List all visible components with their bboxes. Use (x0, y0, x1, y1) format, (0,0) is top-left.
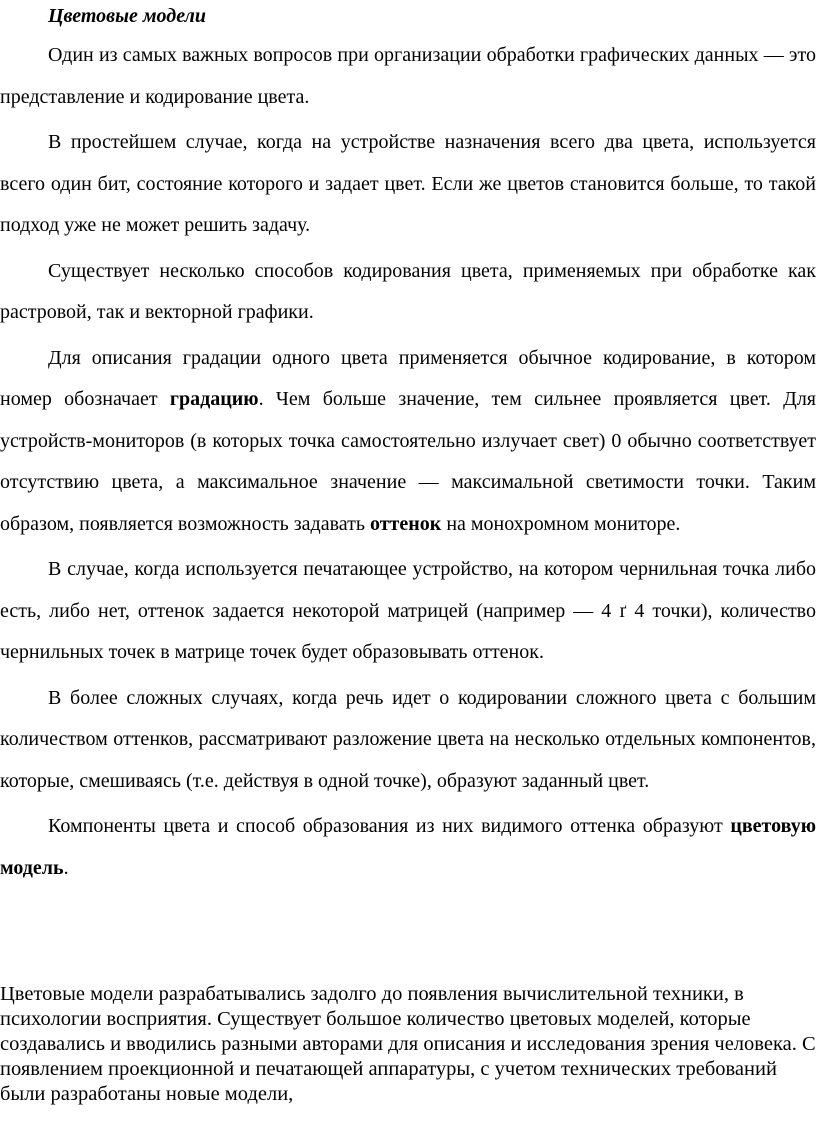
paragraph-2: В простейшем случае, когда на устройстве назначения всего два цвета, используется всего один бит, состояние которого и задает цвет. Если же цветов становится больше, то такой подход уже не может решить задачу. (0, 131, 816, 236)
term-gradation: градацию (169, 388, 259, 410)
paragraph-7-text-a: Компоненты цвета и способ образования из них видимого оттенка образуют (48, 815, 731, 837)
paragraph-7-text-c: . (63, 856, 69, 879)
paragraph-4-text-a: Для описания градации одного цвета применяется обычное кодирование, в котором номер обозначает (0, 346, 816, 410)
paragraph-5: В случае, когда используется печатающее устройство, на котором чернильная точка либо есть, либо нет, оттенок задается некоторой матрицей (например — 4 ґ 4 точки), количество чернильных точек в матрице точек будет образовывать оттенок. (0, 558, 816, 663)
paragraph-4-text-c: . Чем больше значение, тем сильнее проявляется цвет. Для устройств-мониторов (в которых точка самостоятельно излучает свет) 0 обычно соответствует отсутствию цвета, а максимальное значение — максимальной светимости точки. Таким образом, появляется возможность задавать (0, 388, 816, 535)
paragraph-1: Один из самых важных вопросов при организации обработки графических данных — это представление и кодирование цвета. (0, 44, 816, 108)
paragraph-4-text-e: на монохромном мониторе. (441, 512, 681, 535)
document-body (0, 35, 816, 893)
paragraph-4 (0, 338, 816, 546)
paragraph-6: В более сложных случаях, когда речь идет о кодировании сложного цвета с большим количеством оттенков, рассматривают разложение цвета на несколько отдельных компонентов, которые, смешиваясь (т.е. действуя в одной точке), образуют заданный цвет. (0, 686, 816, 792)
term-color-model: цветовую модель (0, 815, 816, 879)
document-title: Цветовые модели (48, 5, 206, 27)
paragraph-8: Цветовые модели разрабатывались задолго до появления вычислительной техники, в психологии восприятия. Существует большое количество цветовых моделей, которые создавались и вводились разными авторами для описания и исследования зрения человека. С появлением проекционной и печатающей аппаратуры, с учетом технических требований были разработаны новые модели, (0, 983, 816, 1105)
paragraph-3: Существует несколько способов кодирования цвета, применяемых при обработке как растровой, так и векторной графики. (0, 259, 816, 323)
paragraph-7 (0, 806, 816, 889)
term-shade: оттенок (370, 512, 442, 535)
